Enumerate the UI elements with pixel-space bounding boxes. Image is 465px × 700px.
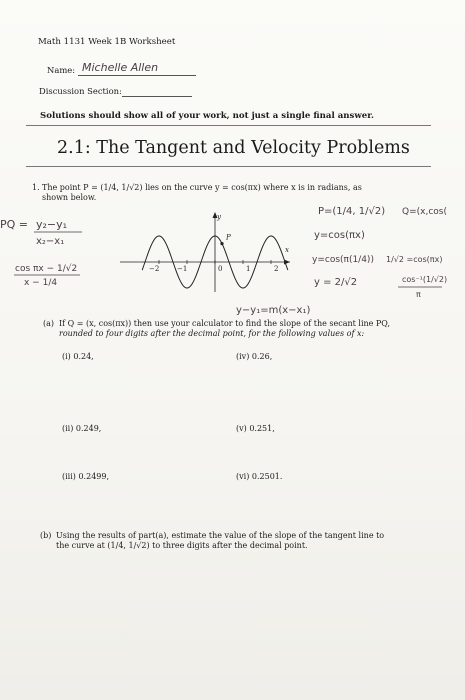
part-b-label: (b): [40, 531, 52, 540]
item-vi-value: 0.2501.: [251, 472, 283, 481]
hw-y-value: y = 2/√2: [314, 277, 358, 288]
item-iii-value: 0.2499,: [78, 472, 110, 481]
hw-substitution-2: 1/√2 =cos(πx): [386, 255, 443, 264]
item-i: [62, 352, 94, 362]
discussion-label: Discussion Section:: [39, 86, 122, 96]
hw-slope-numerator: y₂−y₁: [36, 218, 68, 231]
problem-number: 1.: [32, 183, 40, 192]
item-ii-label: (ii): [62, 424, 74, 433]
item-iii-label: (iii): [62, 472, 76, 481]
hw-expression-numerator: cos πx − 1/√2: [15, 264, 78, 274]
item-iii: [62, 472, 109, 482]
y-axis-label: y: [217, 213, 221, 221]
hw-slope-prefix: PQ =: [0, 218, 29, 231]
item-vi: [236, 472, 282, 482]
rule-title: [26, 166, 431, 167]
part-a-label: (a): [43, 319, 55, 328]
x-tick-label: 2: [274, 265, 279, 273]
item-v-value: 0.251,: [249, 424, 275, 433]
point-p-label: P: [226, 233, 231, 242]
name-label: Name:: [47, 65, 76, 75]
problem-text-line2: shown below.: [42, 193, 97, 202]
part-b-line1: Using the results of part(a), estimate the value of the slope of the tangent line to: [56, 531, 385, 540]
x-tick-label: 1: [246, 265, 251, 273]
hw-inverse-cos: cos⁻¹(1/√2): [402, 275, 448, 284]
hw-curve-equation: y=cos(πx): [314, 230, 365, 241]
hw-point-slope: y−y₁=m(x−x₁): [236, 305, 311, 315]
x-axis-label: x: [285, 246, 289, 254]
item-v: [236, 424, 275, 434]
hw-slope-denominator: x₂−x₁: [36, 236, 65, 247]
item-iv: [236, 352, 272, 362]
rule-top: [26, 125, 431, 126]
item-i-label: (i): [62, 352, 71, 361]
name-value: Michelle Allen: [82, 61, 159, 74]
item-vi-label: (vi): [236, 472, 250, 481]
hw-p-coords: P=(1/4, 1/√2): [318, 206, 386, 217]
problem-text-line1: The point P = (1/4, 1/√2) lies on the curve y = cos(πx) where x is in radians, as: [42, 183, 362, 192]
item-i-value: 0.24,: [73, 352, 94, 361]
name-underline: [78, 75, 196, 76]
item-v-label: (v): [236, 424, 247, 433]
part-b-line2: the curve at (1/4, 1/√2) to three digits after the decimal point.: [56, 541, 308, 550]
section-title: 2.1: The Tangent and Velocity Problems: [57, 138, 410, 158]
item-ii: [62, 424, 101, 434]
hw-expression-denominator: x − 1/4: [24, 278, 58, 288]
x-tick-label: −1: [177, 265, 188, 273]
item-iv-value: 0.26,: [251, 352, 273, 361]
hw-q-coords: Q=(x,cos(: [402, 207, 447, 217]
course-header: Math 1131 Week 1B Worksheet: [38, 37, 176, 47]
hw-inverse-denominator: π: [416, 290, 421, 299]
item-ii-value: 0.249,: [75, 424, 102, 433]
part-a-line1: If Q = (x, cos(πx)) then use your calculator to find the slope of the secant line PQ,: [59, 319, 391, 328]
hw-substitution: y=cos(π(1/4)): [312, 255, 374, 265]
instructions: Solutions should show all of your work, not just a single final answer.: [40, 111, 374, 121]
handwritten-notes: [0, 195, 465, 315]
discussion-underline: [122, 96, 192, 97]
part-a-line2: rounded to four digits after the decimal point, for the following values of x:: [59, 329, 365, 338]
item-iv-label: (iv): [236, 352, 250, 361]
x-tick-label: 0: [218, 265, 223, 273]
x-tick-label: −2: [149, 265, 160, 273]
